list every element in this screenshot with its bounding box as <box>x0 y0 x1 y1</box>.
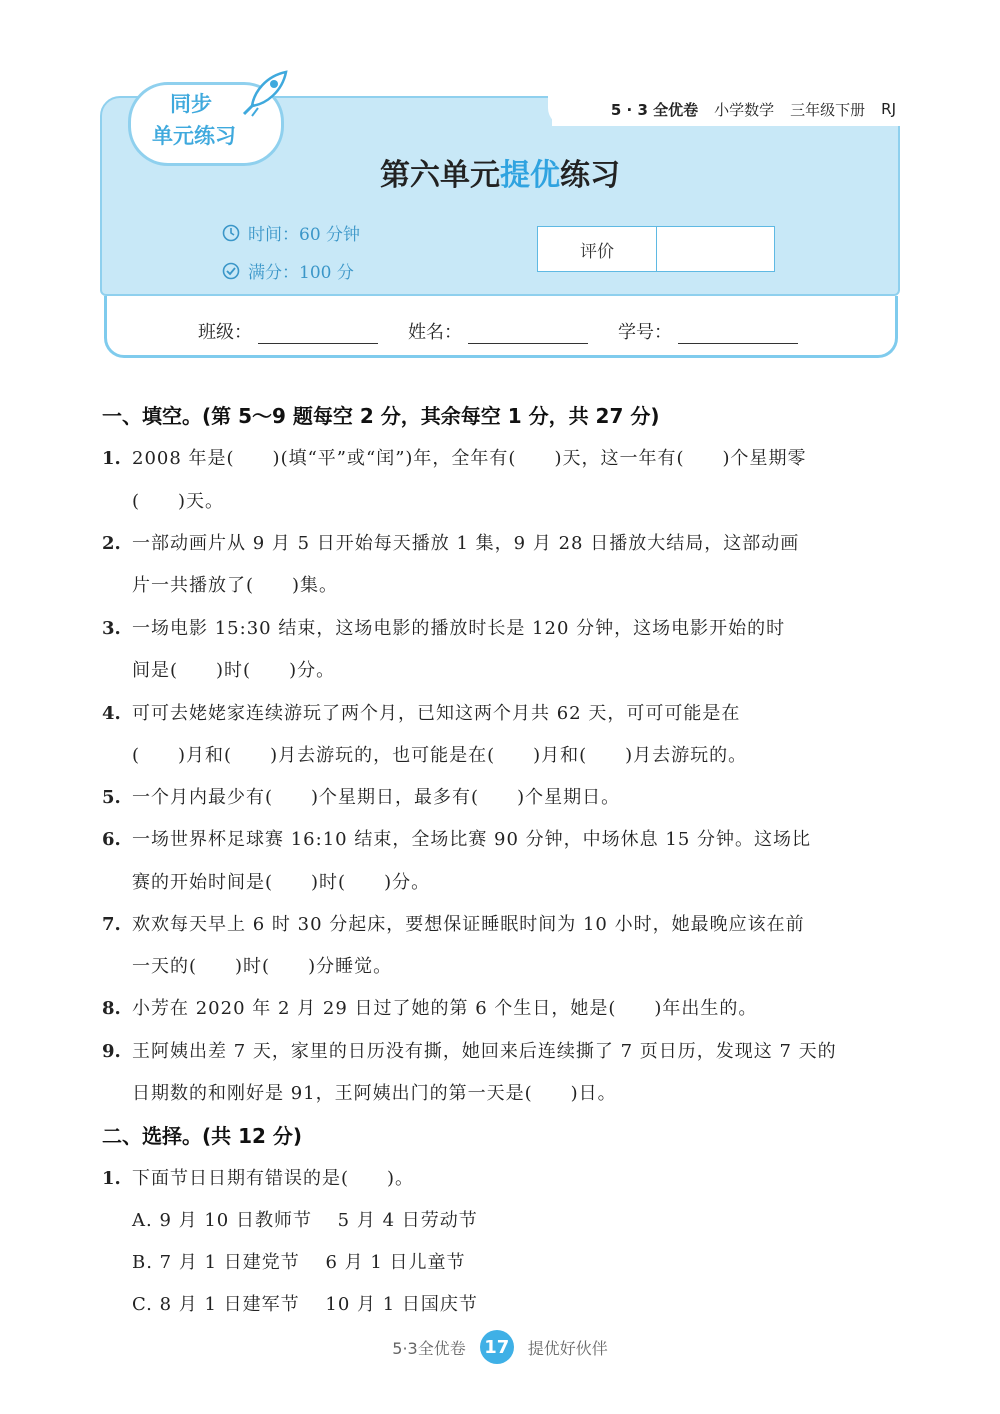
question-text: 小芳在 2020 年 2 月 29 日过了她的第 6 个生日，她是( )年出生的。 <box>132 998 758 1019</box>
question-number: 5. <box>102 787 121 808</box>
question-text: 欢欢每天早上 6 时 30 分起床，要想保证睡眠时间为 10 小时，她最晚应该在前 <box>132 914 805 935</box>
edition-label: RJ <box>881 100 896 118</box>
question-text: 下面节日日期有错误的是( )。 <box>132 1168 415 1189</box>
series-label: 5 · 3 全优卷 <box>610 100 699 119</box>
clock-icon <box>222 224 240 242</box>
question-9-cont: 日期数的和刚好是 91，王阿姨出门的第一天是( )日。 <box>132 1083 617 1104</box>
score-row <box>222 258 354 283</box>
question-7-cont: 一天的( )时( )分睡觉。 <box>132 956 393 977</box>
question-2-cont: 片一共播放了( )集。 <box>132 575 339 596</box>
evaluation-field[interactable] <box>657 227 774 271</box>
title-part1: 第六单元 <box>380 158 500 193</box>
question-text: 一场世界杯足球赛 16:10 结束，全场比赛 90 分钟，中场休息 15 分钟。这场比 <box>132 829 812 850</box>
name-field[interactable] <box>408 318 588 344</box>
question-number: 7. <box>102 914 121 935</box>
question-text: 一部动画片从 9 月 5 日开始每天播放 1 集，9 月 28 日播放大结局，这部动画 <box>132 533 800 554</box>
class-line[interactable] <box>258 343 378 344</box>
question-text: 2008 年是( )(填“平”或“闰”)年，全年有( )天，这一年有( )个星期零 <box>132 448 807 469</box>
time-label: 时间：60 分钟 <box>248 225 361 245</box>
question-4 <box>102 699 740 725</box>
name-label: 姓名： <box>408 322 462 343</box>
question-8 <box>102 994 757 1020</box>
badge-line1: 同步 <box>170 92 212 116</box>
question-text: 一个月内最少有( )个星期日，最多有( )个星期日。 <box>132 787 621 808</box>
question-5 <box>102 783 620 809</box>
footer-right: 提优好伙伴 <box>527 1338 608 1358</box>
id-line[interactable] <box>678 343 798 344</box>
question-3-cont: 间是( )时( )分。 <box>132 660 336 681</box>
title-part2: 练习 <box>560 158 620 193</box>
check-icon <box>222 262 240 280</box>
choice-question-1 <box>102 1164 414 1190</box>
question-1 <box>102 444 807 470</box>
option-b[interactable]: B. 7 月 1 日建党节 6 月 1 日儿童节 <box>132 1252 466 1273</box>
subject-label: 小学数学 <box>714 100 775 119</box>
page-title <box>0 150 1000 194</box>
option-a[interactable]: A. 9 月 10 日教师节 5 月 4 日劳动节 <box>132 1210 478 1231</box>
question-3 <box>102 614 785 640</box>
evaluation-box <box>537 226 775 272</box>
id-field[interactable] <box>618 318 798 344</box>
evaluation-label: 评价 <box>538 227 657 271</box>
grade-label: 三年级下册 <box>790 100 866 119</box>
section2-heading: 二、选择。(共 12 分) <box>102 1124 303 1148</box>
question-2 <box>102 529 799 555</box>
footer-left: 5·3全优卷 <box>392 1338 466 1358</box>
question-6-cont: 赛的开始时间是( )时( )分。 <box>132 872 431 893</box>
option-c[interactable]: C. 8 月 1 日建军节 10 月 1 日国庆节 <box>132 1294 478 1315</box>
rocket-icon <box>240 66 292 118</box>
section1-heading: 一、填空。(第 5～9 题每空 2 分，其余每空 1 分，共 27 分) <box>102 404 660 428</box>
question-text: 可可去姥姥家连续游玩了两个月，已知这两个月共 62 天，可可可能是在 <box>132 703 741 724</box>
badge-line2: 单元练习 <box>152 124 236 148</box>
question-number: 2. <box>102 533 121 554</box>
question-number: 8. <box>102 998 121 1019</box>
time-row <box>222 220 360 245</box>
class-label: 班级： <box>198 322 252 343</box>
sync-unit-badge <box>122 70 292 160</box>
title-highlight: 提优 <box>500 158 560 193</box>
full-score-label: 满分：100 分 <box>248 263 354 283</box>
question-7 <box>102 910 805 936</box>
id-label: 学号： <box>618 322 672 343</box>
question-number: 9. <box>102 1041 121 1062</box>
question-number: 6. <box>102 829 121 850</box>
question-number: 3. <box>102 618 121 639</box>
question-number: 4. <box>102 703 121 724</box>
question-9 <box>102 1037 837 1063</box>
series-info <box>552 92 900 126</box>
question-4-cont: ( )月和( )月去游玩的，也可能是在( )月和( )月去游玩的。 <box>132 745 748 766</box>
page-footer <box>0 1330 1000 1364</box>
question-number: 1. <box>102 1168 121 1189</box>
question-text: 一场电影 15:30 结束，这场电影的播放时长是 120 分钟，这场电影开始的时 <box>132 618 786 639</box>
page-number: 17 <box>480 1330 514 1364</box>
question-6 <box>102 825 811 851</box>
class-field[interactable] <box>198 318 378 344</box>
name-line[interactable] <box>468 343 588 344</box>
question-text: 王阿姨出差 7 天，家里的日历没有撕，她回来后连续撕了 7 页日历，发现这 7 天的 <box>132 1041 837 1062</box>
question-1-cont: ( )天。 <box>132 491 225 512</box>
question-number: 1. <box>102 448 121 469</box>
